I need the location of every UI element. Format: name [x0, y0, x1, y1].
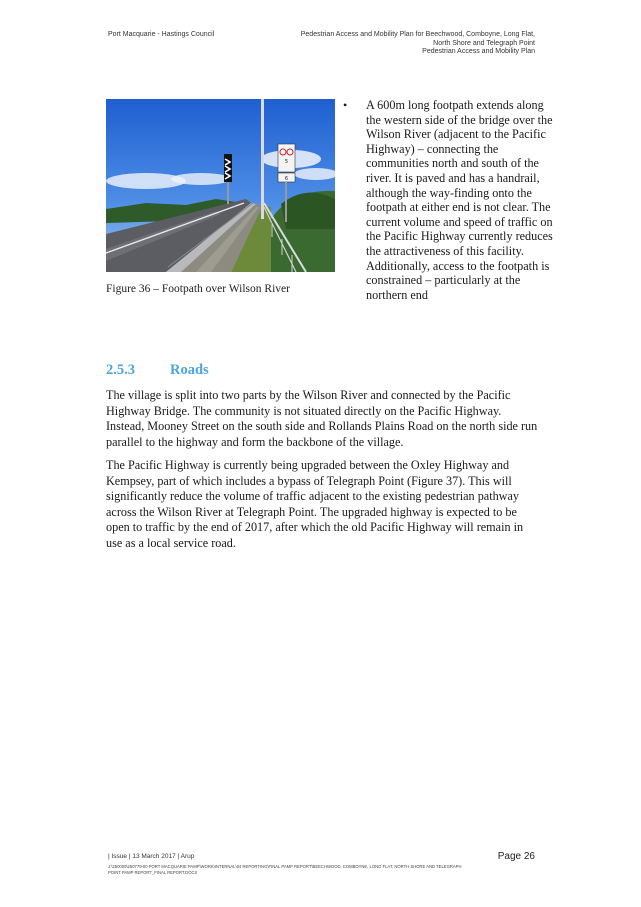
section-title: Roads [170, 362, 209, 378]
header-title-line: Pedestrian Access and Mobility Plan for Beechwood, Comboyne, Long Flat, [300, 31, 535, 38]
bullet-list-item [343, 98, 553, 302]
header-title-line: North Shore and Telegraph Point [433, 39, 535, 47]
sign-number: 5 [284, 159, 289, 165]
bullet-text: A 600m long footpath extends along the western side of the bridge over the Wilson River (adjacent to the Pacific Highway) – connecting the communities north and south of the river. It is paved and has a handrail, although the way-finding onto the footpath at either end is not clear. The current volume and speed of traffic on the Pacific Highway currently reduces the attractiveness of this facility. Additionally, access to the footpath is constrained – particularly at the northern end [366, 98, 553, 302]
body-paragraph: The Pacific Highway is currently being upgraded between the Oxley Highway and Kempsey, part of which includes a bypass of Telegraph Point (Figure 37). This will significantly reduce the volume of traffic adjacent to the existing pedestrian pathway across the Wilson River at Telegraph Point. The upgraded highway is expected to be open to traffic by the end of 2017, after which the old Pacific Highway will remain in use as a local service road. [106, 458, 524, 550]
bullet-marker: • [343, 98, 348, 112]
footer-issue: | Issue | 13 March 2017 | Arup [108, 853, 195, 860]
body-paragraph: The village is split into two parts by the Wilson River and connected by the Pacific Highway Bridge. The community is not situated directly on the Pacific Highway. Instead, Mooney Street on the south side and Rollands Plains Road on the north side run parallel to the highway and form the backbone of the village. [106, 388, 538, 449]
header-council-name: Port Macquarie - Hastings Council [108, 31, 215, 38]
header-document-title [275, 31, 535, 57]
figure-photo-footpath [106, 99, 335, 272]
sign-number: 6 [284, 176, 289, 182]
figure-caption: Figure 36 – Footpath over Wilson River [106, 283, 290, 295]
section-heading [106, 362, 209, 379]
section-number: 2.5.3 [106, 362, 135, 378]
header-title-line: Pedestrian Access and Mobility Plan [422, 48, 535, 55]
page-number: Page 26 [497, 851, 535, 862]
footer-file-path: J:\250000\250779-00 PORT MACQUARIE PAMP\WORK\INTERNAL\04 REPORTING\FINAL PAMP REPORT\BEECHWOOD, COMBOYNE, LONG FLAT, NORTH SHORE AND TELEGRAPH POINT PAMP REPORT_FINAL REPORT.DOCX [108, 864, 462, 875]
